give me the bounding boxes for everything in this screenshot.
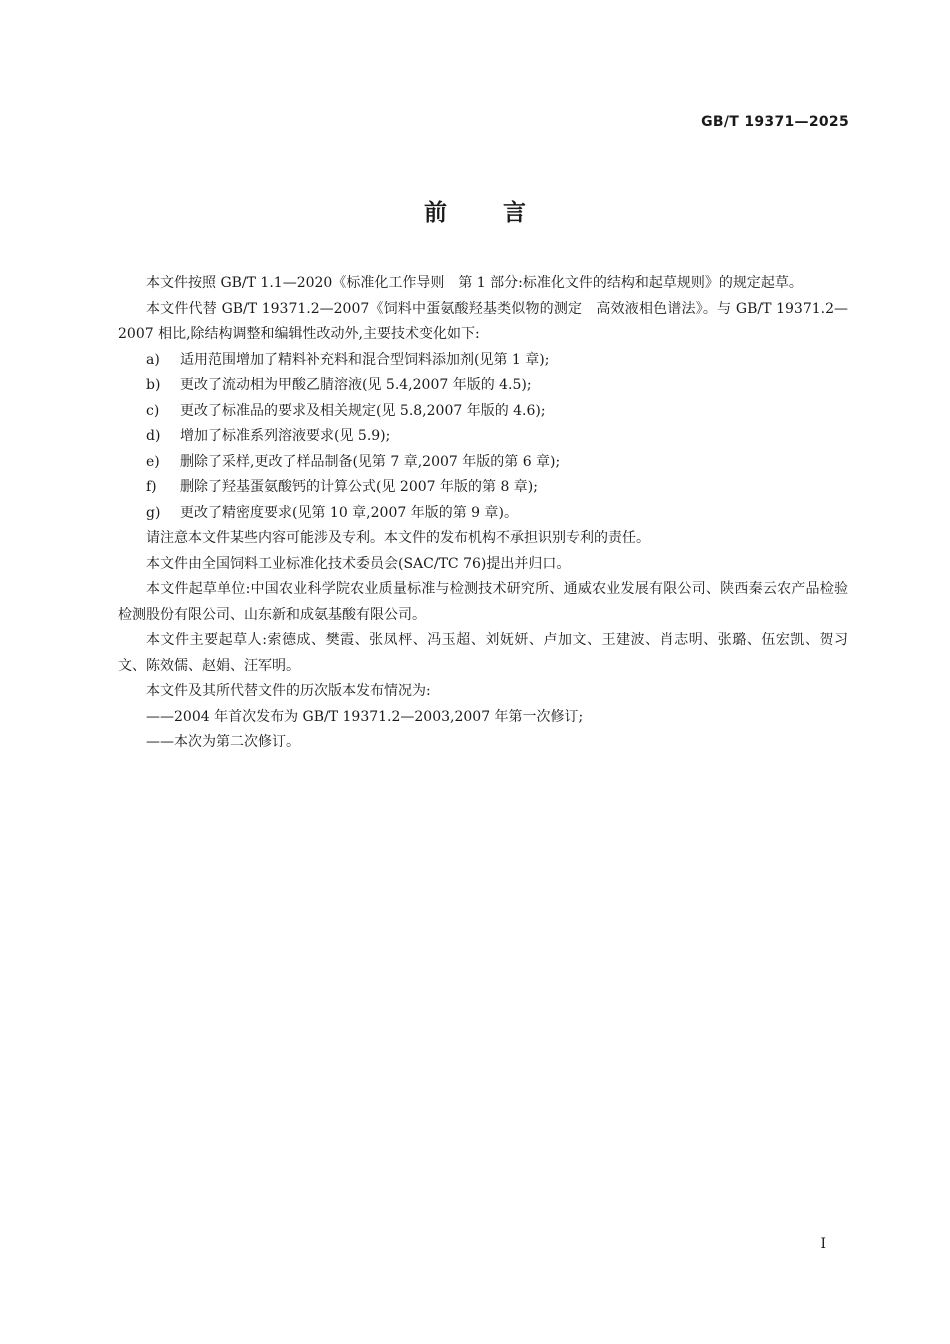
paragraph-patent: 请注意本文件某些内容可能涉及专利。本文件的发布机构不承担识别专利的责任。 — [146, 530, 650, 546]
list-item-text: 更改了标准品的要求及相关规定(见 5.8,2007 年版的 4.6); — [180, 402, 546, 419]
list-item-text: 适用范围增加了精料补充料和混合型饲料添加剂(见第 1 章); — [180, 351, 550, 368]
list-marker: g) — [146, 504, 161, 521]
list-item — [118, 373, 848, 399]
page-title: 前言 — [424, 200, 582, 226]
page-number: I — [820, 1236, 826, 1252]
list-item — [118, 450, 848, 476]
list-marker: f) — [146, 479, 157, 495]
standard-code: GB/T 19371—2025 — [701, 114, 849, 130]
history-item: ——本次为第二次修订。 — [146, 734, 300, 750]
list-item — [118, 348, 848, 374]
paragraph-replacement: 本文件代替 GB/T 19371.2—2007《饲料中蛋氨酸羟基类似物的测定 高效液相色谱法》。与 GB/T 19371.2—2007 相比,除结构调整和编辑性改动外,主要技术变化如下: — [118, 300, 848, 342]
paragraph-history-intro: 本文件及其所代替文件的历次版本发布情况为: — [146, 683, 431, 699]
list-marker: e) — [146, 453, 160, 470]
list-item — [118, 399, 848, 425]
list-item-text: 增加了标准系列溶液要求(见 5.9); — [180, 428, 391, 444]
paragraph-drafting-rule: 本文件按照 GB/T 1.1—2020《标准化工作导则 第 1 部分:标准化文件的结构和起草规则》的规定起草。 — [146, 275, 803, 291]
list-item-text: 删除了羟基蛋氨酸钙的计算公式(见 2007 年版的第 8 章); — [180, 479, 538, 495]
list-marker: a) — [146, 351, 160, 368]
history-item: ——2004 年首次发布为 GB/T 19371.2—2003,2007 年第一次修订; — [146, 708, 584, 725]
document-body — [118, 271, 848, 756]
paragraph-drafters: 本文件主要起草人:索德成、樊霞、张凤枰、冯玉超、刘妩妍、卢加文、王建波、肖志明、张璐、伍宏凯、贺习文、陈效儒、赵娟、汪军明。 — [118, 632, 848, 674]
list-item-text: 删除了采样,更改了样品制备(见第 7 章,2007 年版的第 6 章); — [180, 453, 561, 470]
list-item — [118, 424, 848, 450]
list-item — [118, 501, 848, 527]
paragraph-drafting-units: 本文件起草单位:中国农业科学院农业质量标准与检测技术研究所、通威农业发展有限公司、陕西秦云农产品检验检测股份有限公司、山东新和成氨基酸有限公司。 — [118, 581, 848, 623]
paragraph-proposer: 本文件由全国饲料工业标准化技术委员会(SAC/TC 76)提出并归口。 — [146, 555, 571, 572]
list-item-text: 更改了精密度要求(见第 10 章,2007 年版的第 9 章)。 — [180, 504, 518, 521]
list-item — [118, 475, 848, 501]
history-list — [118, 705, 848, 756]
list-item-text: 更改了流动相为甲酸乙腈溶液(见 5.4,2007 年版的 4.5); — [180, 377, 532, 393]
changes-list — [118, 348, 848, 527]
list-marker: d) — [146, 428, 161, 444]
list-marker: b) — [146, 377, 161, 393]
list-marker: c) — [146, 402, 160, 419]
